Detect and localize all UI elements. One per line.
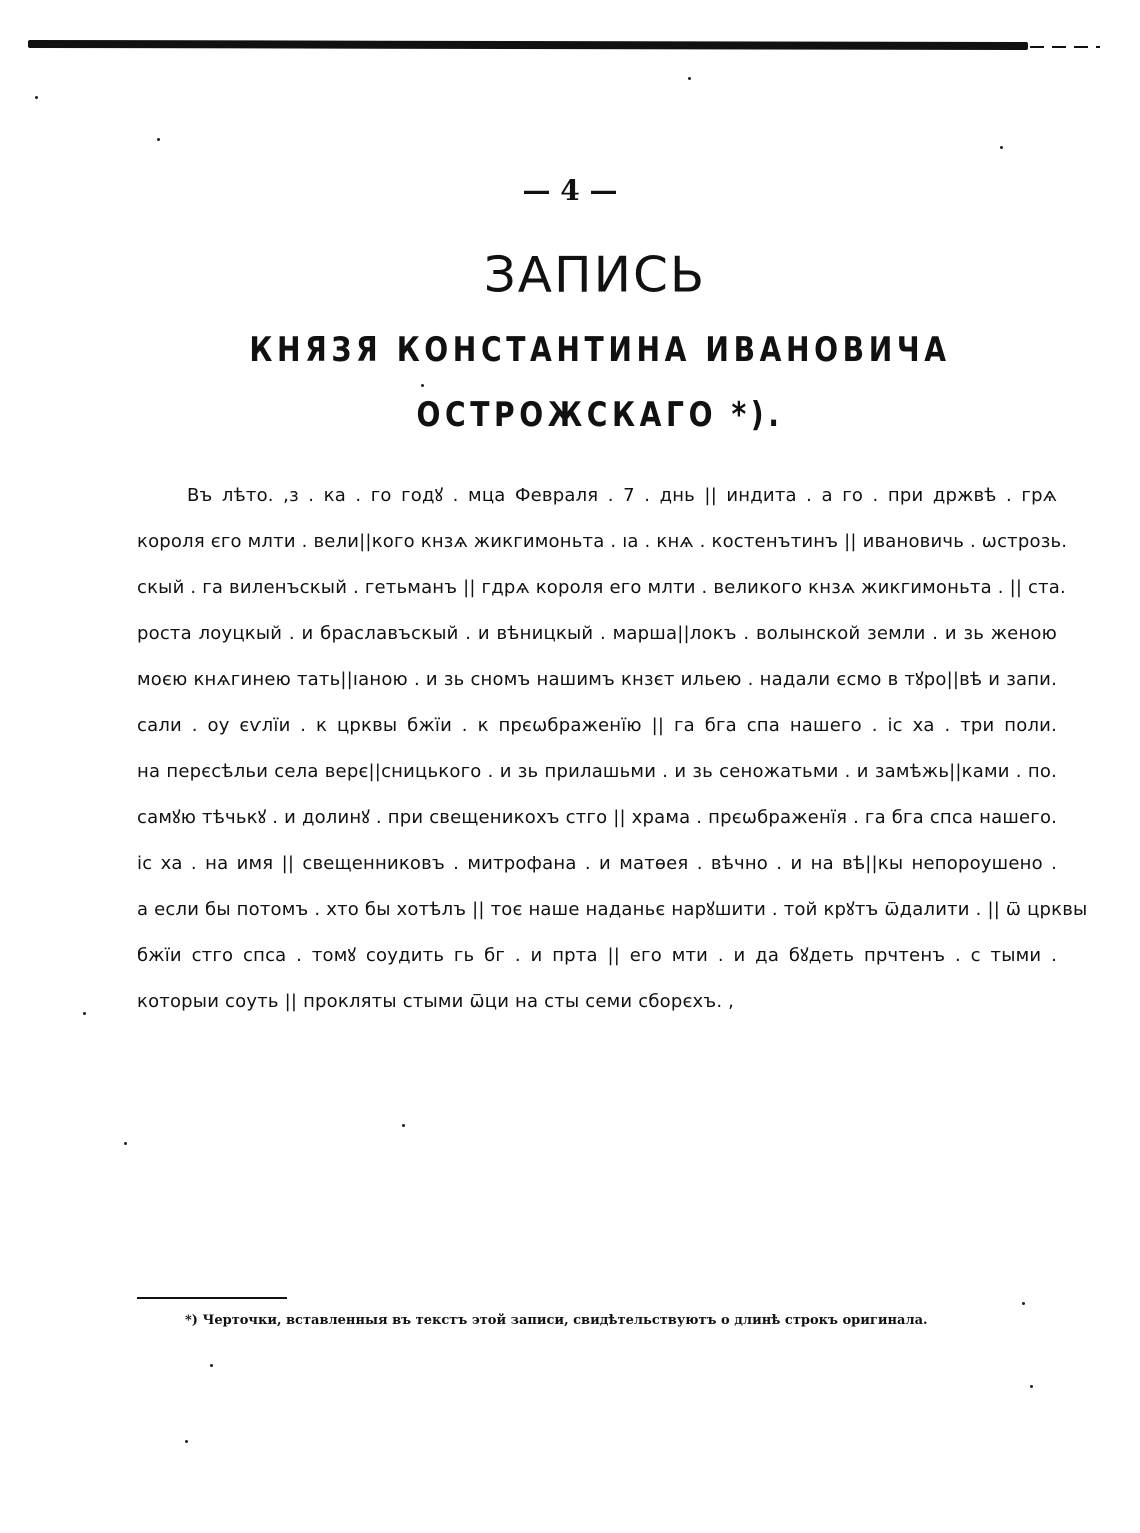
- text-line-2: короля єго млти . вели||кого кнзѧ жикгимоньта . ıа . кнѧ . костенътинъ || ивановичь . ѡстрозь.: [137, 531, 1068, 552]
- text-line-12: которыи соуть || прокляты стыми ѿци на сты семи сборєхъ. ,: [137, 991, 735, 1012]
- scan-speck: [210, 1364, 213, 1367]
- footnote: *) Черточки, вставленныя въ текстъ этой записи, свидѣтельствуютъ о длинѣ строкъ оригинала.: [185, 1313, 928, 1328]
- footnote-rule: [137, 1297, 287, 1299]
- scan-speck: [157, 138, 160, 141]
- record-text: [137, 478, 1088, 1030]
- top-border-rule: [28, 40, 1028, 50]
- title-main: ЗАПИСЬ: [483, 246, 707, 304]
- scan-speck: [185, 1440, 188, 1443]
- scan-speck: [1022, 1302, 1025, 1305]
- scan-speck: [688, 77, 691, 80]
- scan-speck: [83, 1012, 86, 1015]
- text-line-10: а если бы потомъ . хто бы хотѣлъ || тоє наше наданьє нарꙋшити . той крꙋтъ ѿдалити . || ѿ црквы: [137, 899, 1088, 920]
- scan-speck: [35, 96, 38, 99]
- page-number: — 4 —: [522, 174, 618, 207]
- text-line-7: на перєсѣльи села верє||сницького . и зь прилашьми . и зь сеножатьми . и замѣжь||ками . по.: [137, 761, 1057, 782]
- scan-speck: [402, 1124, 405, 1127]
- title-subtitle-line1: КНЯЗЯ КОНСТАНТИНА ИВАНОВИЧА: [249, 330, 951, 370]
- text-line-5: моєю кнѧгинею тать||ıаною . и зь сномъ нашимъ кнзєт ильею . надали єсмо в тꙋро||вѣ и запи.: [137, 669, 1057, 690]
- text-line-8: самꙋю тѣчькꙋ . и долинꙋ . при свещеникохъ стго || храма . прєѡбраженїя . га бга спса нашего.: [137, 807, 1058, 828]
- text-line-4: роста лоуцкый . и браславъскый . и вѣницкый . марша||локъ . волынской земли . и зь женою: [137, 623, 1057, 644]
- text-line-6: сали . оу єѵлїи . к црквы бжїи . к прєѡбраженїю || га бга спа нашего . іс ха . три поли.: [137, 715, 1057, 736]
- text-line-1: Въ лѣто. ,з . ка . го годꙋ . мца Февраля . 7 . днь || индита . а го . при држвѣ . грѧ: [187, 485, 1057, 506]
- text-line-3: скый . га виленъскый . гетьманъ || гдрѧ короля его млти . великого кнзѧ жикгимоньта . || ста.: [137, 577, 1066, 598]
- text-line-9: іс ха . на имя || свещенниковъ . митрофана . и матѳея . вѣчно . и на вѣ||кы непороушено .: [137, 853, 1057, 874]
- title-subtitle-line2: ОСТРОЖСКАГО *).: [416, 395, 784, 435]
- scan-speck: [124, 1142, 127, 1145]
- scan-speck: [1030, 1385, 1033, 1388]
- top-border-rule-fragment: [1030, 46, 1100, 48]
- scan-speck: [421, 384, 424, 387]
- scan-speck: [1000, 146, 1003, 149]
- text-line-11: бжїи стго спса . томꙋ соудить гь бг . и прта || его мти . и да бꙋдеть прчтенъ . с тыми .: [137, 945, 1057, 966]
